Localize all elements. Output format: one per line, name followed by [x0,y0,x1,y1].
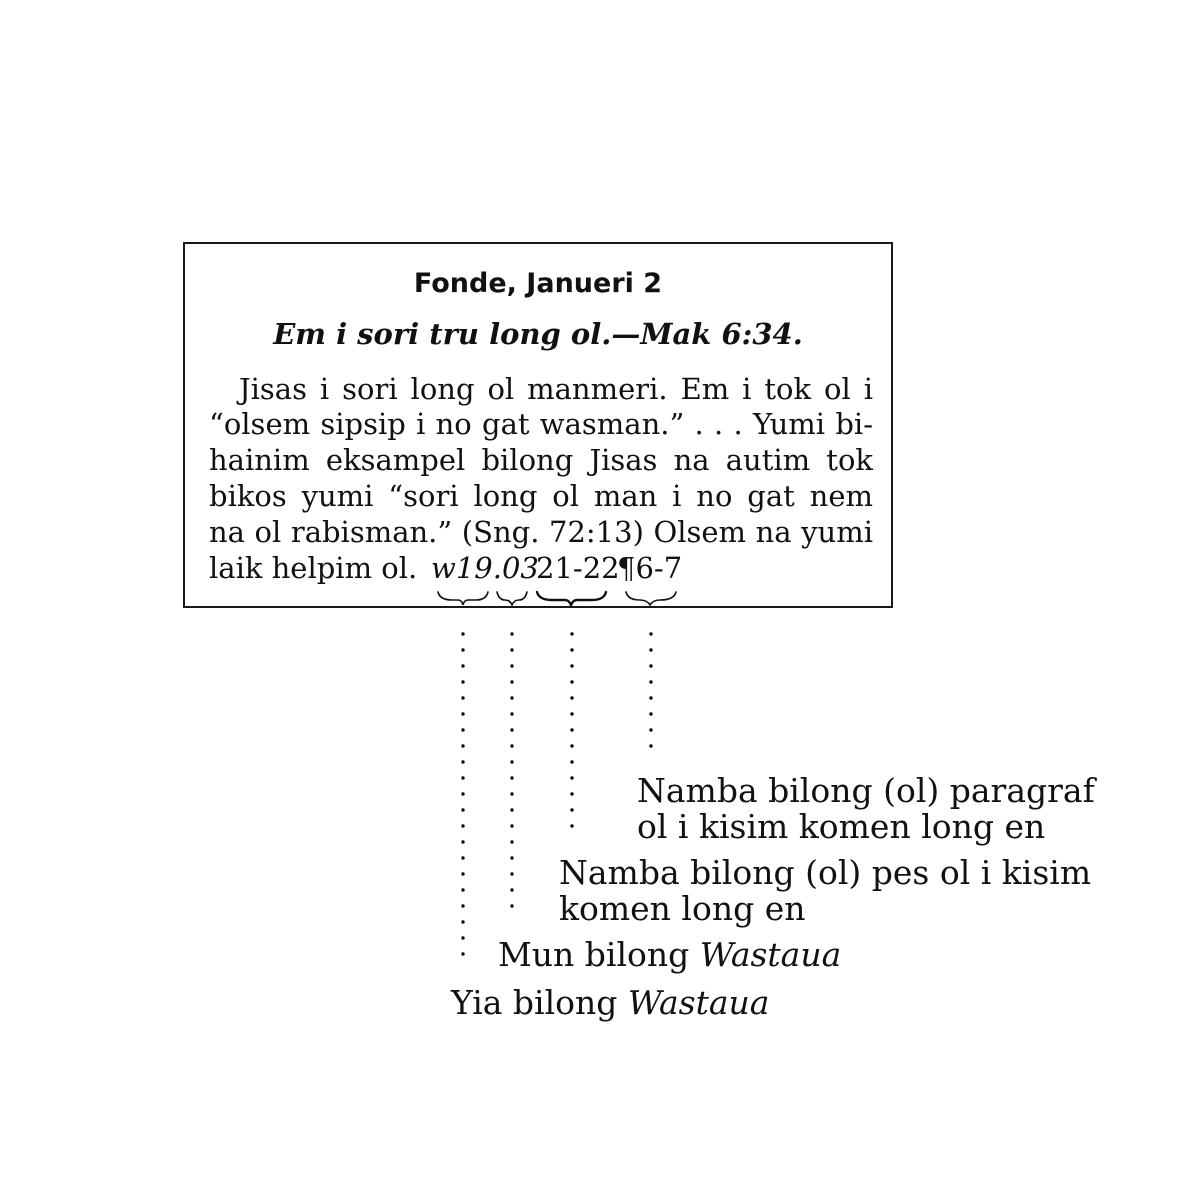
label-page-number: Namba bilong (ol) pes ol i kisim komen long en [559,853,1092,928]
label-year: Yia bilong Wastaua [451,983,770,1022]
brace-year-month [438,592,488,605]
body-line-5: na ol rabisman.” (Sng. 72:13) Olsem na yumi [209,515,873,549]
body-line-3: hainim eksampel bilong Jisas na autim tok [209,443,873,477]
body-line-6: laik helpim ol. [209,551,418,585]
brace-month [497,592,527,605]
label-month: Mun bilong Wastaua [498,935,842,974]
brace-paragraphs [626,592,676,605]
card-date-title: Fonde, Janueri 2 [413,268,663,299]
reference-publication-code: w19.03 [431,551,539,585]
card-theme-verse: Em i sori tru long ol.—Mak 6:34. [273,317,803,351]
label-paragraph-number: Namba bilong (ol) paragraf ol i kisim komen long en [637,771,1095,846]
reference-pages: 21-22 [536,551,620,585]
brace-pages [537,592,606,605]
body-line-1: Jisas i sori long ol manmeri. Em i tok ol i [239,372,873,406]
body-line-2: “olsem sipsip i no gat wasman.” . . . Yumi bi- [209,407,873,441]
body-line-4: bikos yumi “sori long ol man i no gat nem [209,479,873,513]
reference-paragraphs: ¶6-7 [617,551,683,585]
